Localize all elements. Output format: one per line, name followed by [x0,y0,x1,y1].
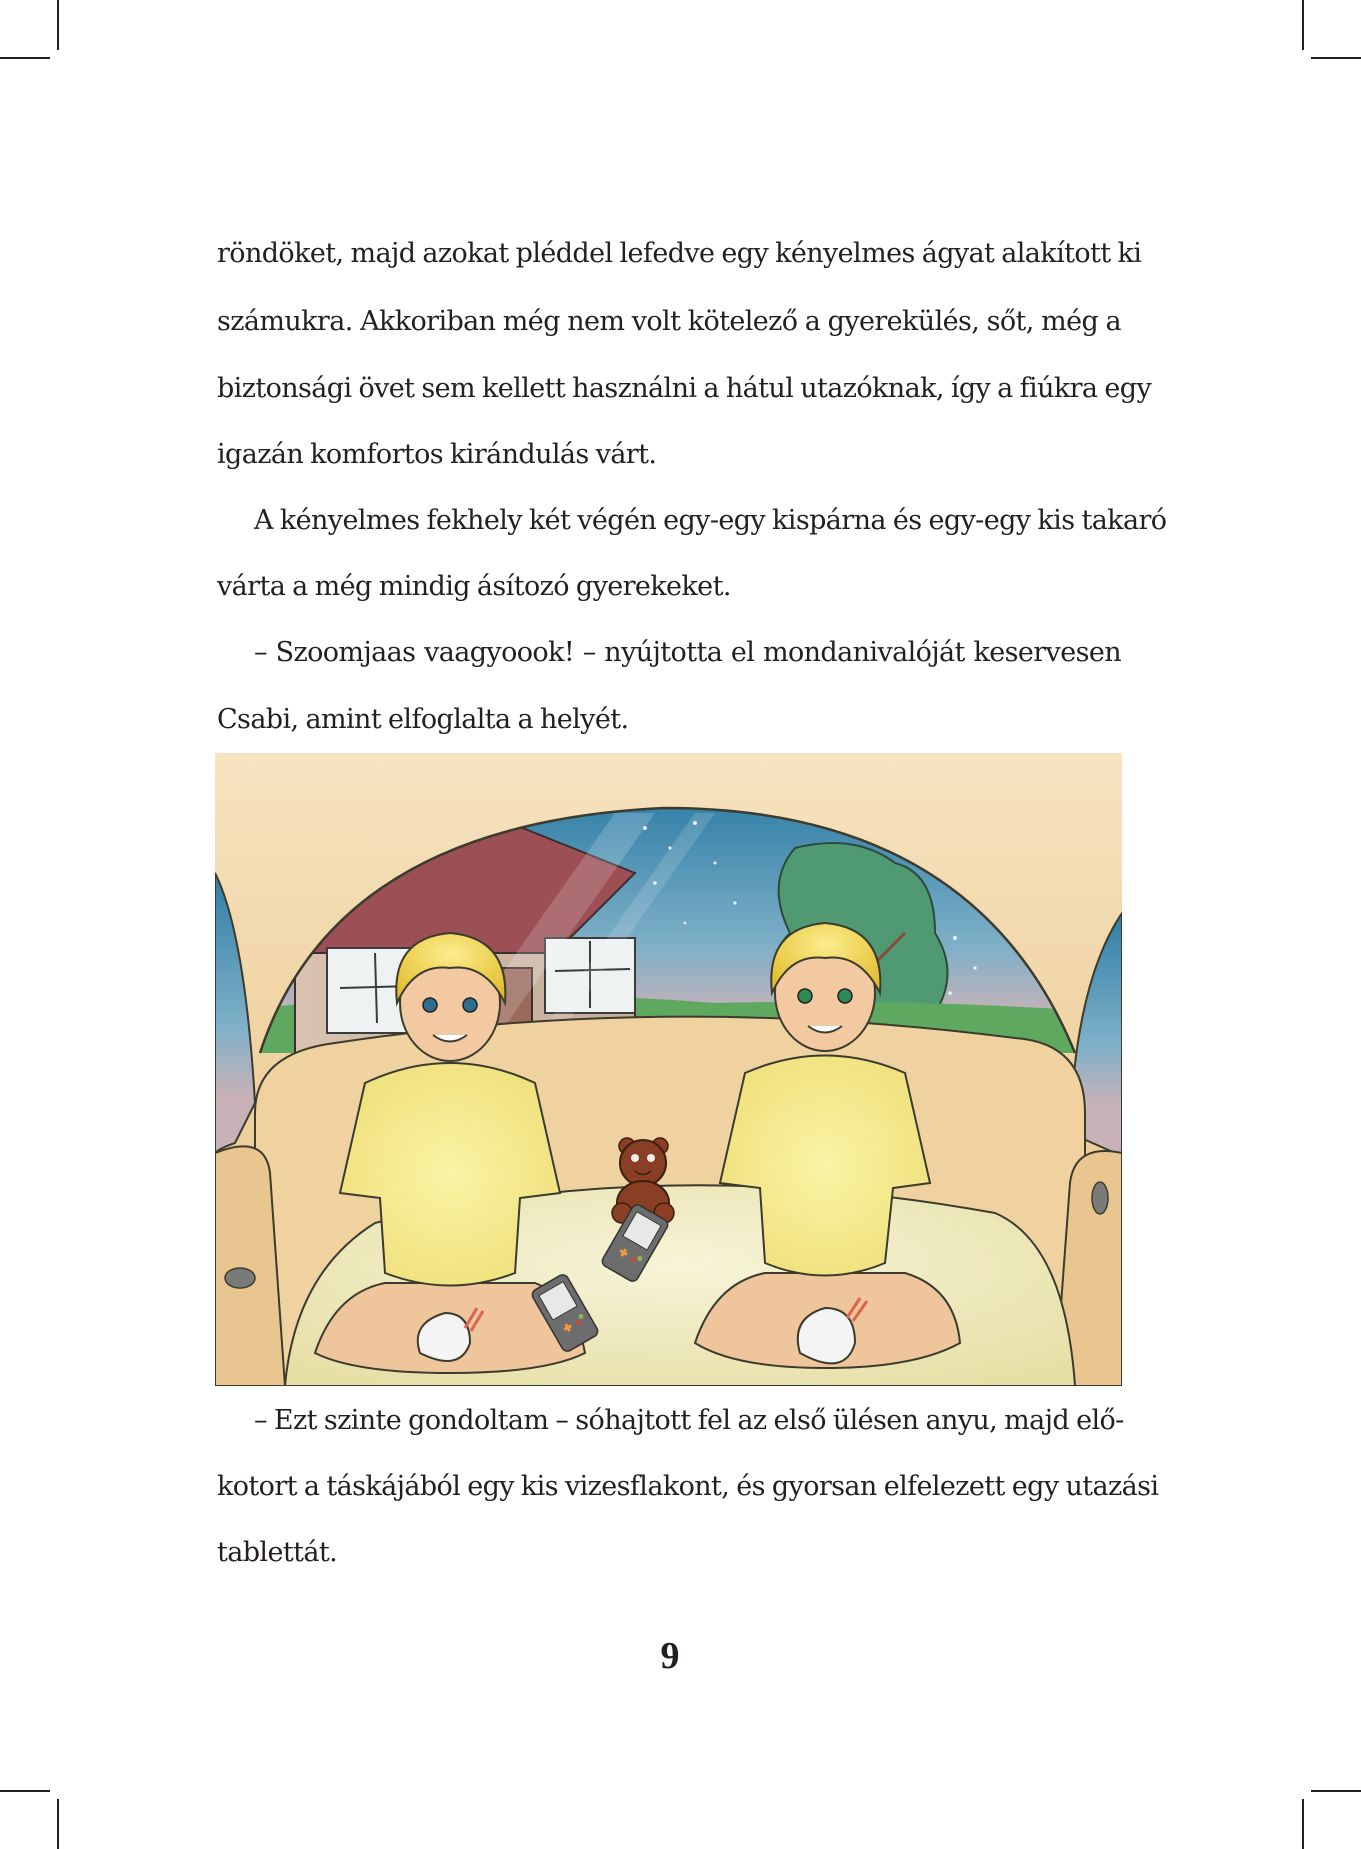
text-line: A kényelmes fekhely két végén egy-egy kispárna és egy-egy kis takaró [254,505,1167,536]
text-line: várta a még mindig ásítozó gyerekeket. [217,571,731,602]
crop-mark-top-left-horizontal [0,57,50,59]
right-door-handle [1092,1182,1108,1214]
text-line: igazán komfortos kirándulás várt. [217,439,657,470]
crop-mark-top-right-vertical [1302,0,1304,50]
text-line: – Ezt szinte gondoltam – sóhajtott fel az első ülésen anyu, majd elő- [254,1405,1124,1436]
crop-mark-bottom-left-vertical [57,1799,59,1849]
page-number: 9 [660,1635,680,1677]
text-line: Csabi, amint elfoglalta a helyét. [217,704,629,735]
left-door-handle [225,1268,255,1288]
text-line: biztonsági övet sem kellett használni a hátul utazóknak, így a fiúkra egy [217,373,1152,404]
crop-mark-bottom-left-horizontal [0,1790,50,1792]
text-line: számukra. Akkoriban még nem volt kötelező a gyerekülés, sőt, még a [217,306,1121,337]
text-line: kotort a táskájából egy kis vizesflakont, és gyorsan elfelezett egy utazási [217,1471,1159,1502]
crop-mark-top-right-horizontal [1311,57,1361,59]
text-line: tablettát. [217,1537,338,1568]
illustration-twins-in-car [215,753,1122,1386]
text-line: röndöket, majd azokat pléddel lefedve egy kényelmes ágyat alakított ki [217,238,1142,269]
crop-mark-bottom-right-vertical [1302,1799,1304,1849]
crop-mark-bottom-right-horizontal [1311,1790,1361,1792]
text-line: – Szoomjaas vaagyoook! – nyújtotta el mondanivalóját keservesen [254,637,1121,668]
crop-mark-top-left-vertical [57,0,59,50]
